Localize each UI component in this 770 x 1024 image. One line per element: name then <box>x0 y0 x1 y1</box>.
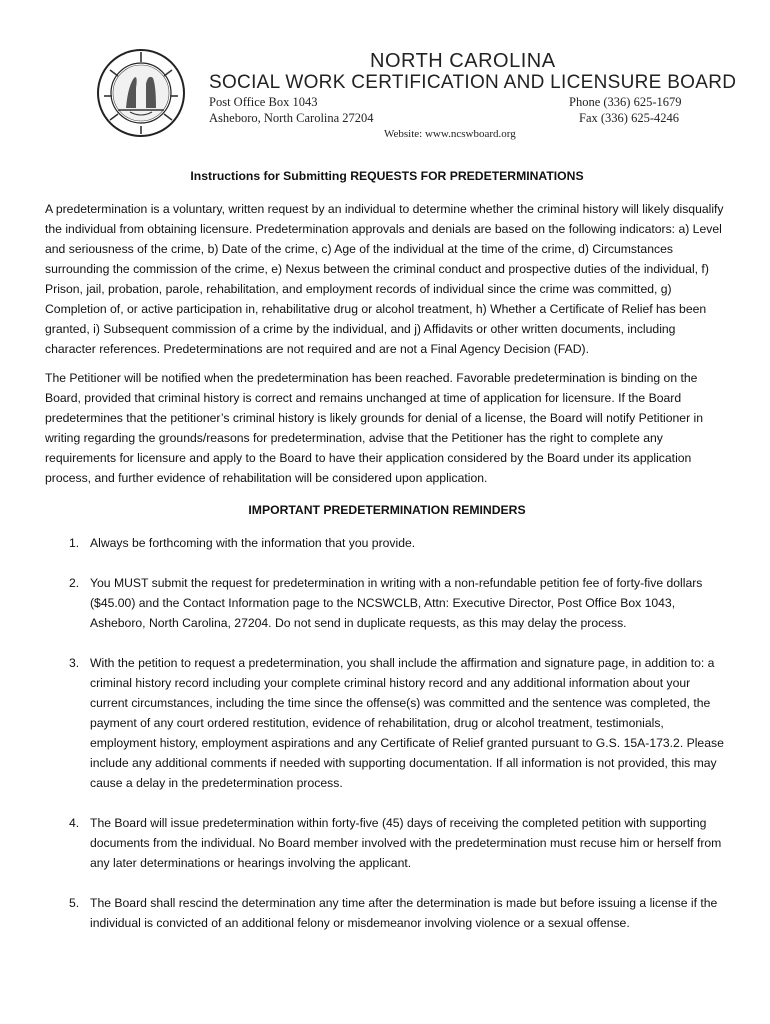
org-name-line1: NORTH CAROLINA <box>370 50 556 72</box>
website: Website: www.ncswboard.org <box>384 128 516 140</box>
state-seal-icon <box>96 48 186 138</box>
list-item <box>45 533 729 553</box>
notification-paragraph: The Petitioner will be notified when the predetermination has been reached. Favorable predetermination is binding on the Board, provided that criminal history is correct and remains unchanged at time of application for licensure. If the Board predetermines that the petitioner’s criminal history is likely grounds for denial of a license, the Board will notify Petitioner in writing regarding the grounds/reasons for predetermination, advise that the Petitioner has the right to complete any requirements for licensure and apply to the Board to have their application considered by the Board under its application process, and further evidence of rehabilitation will be considered upon application. <box>45 371 704 485</box>
reminders-list <box>45 533 729 933</box>
list-item <box>45 653 729 793</box>
list-item <box>45 813 729 873</box>
org-name-line2: SOCIAL WORK CERTIFICATION AND LICENSURE BOARD <box>209 72 737 93</box>
list-item-number: 5. <box>69 896 80 910</box>
list-item-text: The Board shall rescind the determination any time after the determination is made but before issuing a license if the individual is convicted of an additional felony or misdemeanor involving violence or a sexual offense. <box>90 896 718 930</box>
phone-number: Phone (336) 625-1679 <box>569 95 682 109</box>
address-line1: Post Office Box 1043 <box>209 95 318 109</box>
list-item-number: 4. <box>69 816 80 830</box>
list-item-text: Always be forthcoming with the information that you provide. <box>90 536 416 550</box>
list-item-number: 1. <box>69 536 80 550</box>
reminders-heading: IMPORTANT PREDETERMINATION REMINDERS <box>248 503 526 517</box>
letterhead <box>0 0 770 150</box>
list-item-number: 3. <box>69 656 80 670</box>
list-item-text: With the petition to request a predetermination, you shall include the affirmation and signature page, in addition to: a criminal history record including your complete criminal history record and any additional information about your current circumstances, including the time since the offense(s) was committed and the sentence was completed, the payment of any court ordered restitution, evidence of rehabilitation, drug or alcohol treatment, testimonials, employment history, employment aspirations and any Certificate of Relief granted pursuant to G.S. 15A-173.2. Please include any additional comments if needed with supporting documentation. If all information is not provided, this may cause a delay in the predetermination process. <box>90 656 724 790</box>
list-item <box>45 893 729 933</box>
list-item <box>45 573 729 633</box>
fax-number: Fax (336) 625-4246 <box>579 111 679 125</box>
intro-paragraph: A predetermination is a voluntary, written request by an individual to determine whether the criminal history will likely disqualify the individual from obtaining licensure. Predetermination approvals and denials are based on the following indicators: a) Level and seriousness of the crime, b) Date of the crime, c) Age of the individual at the time of the crime, d) Circumstances surrounding the commission of the crime, e) Nexus between the criminal conduct and prospective duties of the individual, f) Prison, jail, probation, parole, rehabilitation, and employment records of individual since the crime was committed, g) Completion of, or active participation in, rehabilitative drug or alcohol treatment, h) Whether a Certificate of Relief has been granted, i) Subsequent commission of a crime by the individual, and j) Affidavits or other written documents, including character references. Predeterminations are not required and are not a Final Agency Decision (FAD). <box>45 202 724 356</box>
list-item-text: You MUST submit the request for predetermination in writing with a non-refundable petition fee of forty-five dollars ($45.00) and the Contact Information page to the NCSWCLB, Attn: Executive Director, Post Office Box 1043, Asheboro, North Carolina, 27204. Do not send in duplicate requests, as this may delay the process. <box>90 576 703 630</box>
list-item-number: 2. <box>69 576 80 590</box>
list-item-text: The Board will issue predetermination within forty-five (45) days of receiving the completed petition with supporting documents from the individual. No Board member involved with the predetermination must recuse him or herself from any later determinations or hearings involving the applicant. <box>90 816 722 870</box>
address-line2: Asheboro, North Carolina 27204 <box>209 111 374 125</box>
document-title: Instructions for Submitting REQUESTS FOR PREDETERMINATIONS <box>190 169 584 183</box>
document-body <box>45 166 729 953</box>
